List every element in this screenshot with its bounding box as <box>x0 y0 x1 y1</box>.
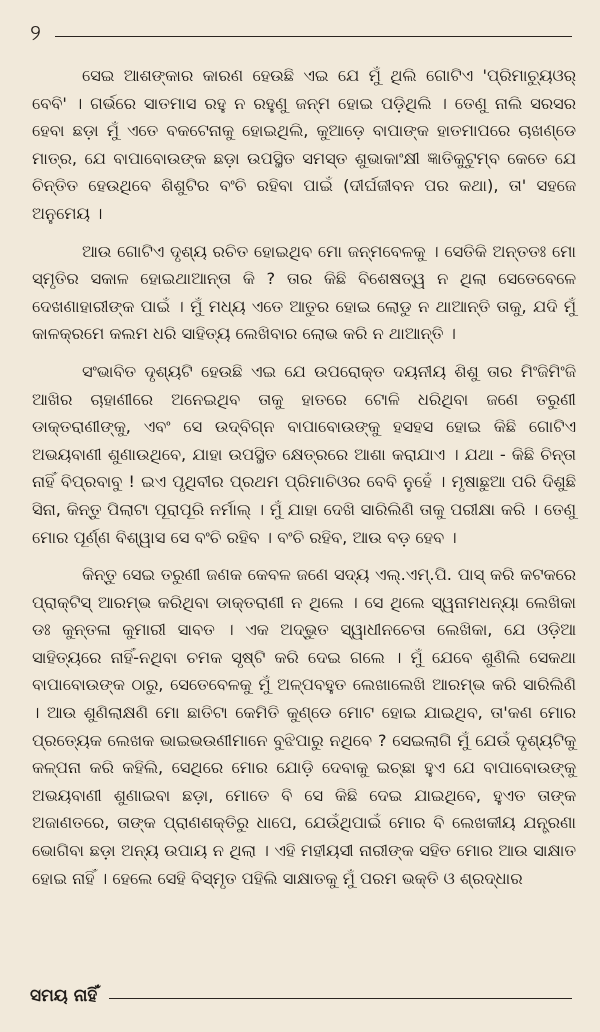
paragraph: ଆଉ ଗୋଟିଏ ଦୃଶ୍ୟ ରଚିତ ହୋଇଥିବ ମୋ ଜନ୍ମବେଳକୁ । ସେତିକି ଅନ୍ତତଃ ମୋ ସ୍ମୃତିର ସକାଳ ହୋଇଥାଆନ୍ତା କି ? ତାର କିଛି ବିଶେଷତ୍ୱ ନ ଥିଲା ସେତେବେଳେ ଦେଖଣାହାରୀଙ୍କ ପାଇଁ । ମୁଁ ମଧ୍ୟ ଏତେ ଆତୁର ହୋଇ ଲୋଡୁ ନ ଥାଆନ୍ତି ତାକୁ, ଯଦି ମୁଁ କାଳକ୍ରମେ କଲମ ଧରି ସାହିତ୍ୟ ଲେଖିବାର ଲୋଭ କରି ନ ଥାଆନ୍ତି । <box>32 241 576 344</box>
page-body <box>32 62 576 902</box>
footer-rule <box>109 998 572 999</box>
paragraph: କିନ୍ତୁ ସେଇ ତରୁଣୀ ଜଣକ କେବଳ ଜଣେ ସଦ୍ୟ ଏଲ୍.ଏମ୍.ପି. ପାସ୍ କରି କଟକରେ ପ୍ରାକ୍ଟିସ୍ ଆରମ୍ଭ କରିଥିବା ଡାକ୍ତରାଣୀ ନ ଥିଲେ । ସେ ଥିଲେ ସ୍ୱନାମଧନ୍ୟା ଲେଖିକା ଡଃ କୁନ୍ତଳା କୁମାରୀ ସାବତ । ଏକ ଅଦ୍‌ଭୁତ ସ୍ୱାଧୀନଚେତା ଲେଖିକା, ଯେ ଓଡ଼ିଆ ସାହିତ୍ୟରେ ନାହିଁ-ନଥିବା ଚମକ ସୃଷ୍ଟି କରି ଦେଇ ଗଲେ । ମୁଁ ଯେବେ ଶୁଣିଲି ସେକଥା ବାପାବୋଉଙ୍କ ଠାରୁ, ସେତେବେଳକୁ ମୁଁ ଅଳ୍ପବହୁତ ଲେଖାଲେଖି ଆରମ୍ଭ କରି ସାରିଲିଣି । ଆଉ ଶୁଣିଲାକ୍ଷଣି ମୋ ଛାତିଟା କେମିତି କୁଣ୍ଡେ ମୋଟ ହୋଇ ଯାଇଥିବ, ତା'କଣ ମୋର ପ୍ରତ୍ୟେକ ଲେଖକ ଭାଇଭଉଣୀମାନେ ବୁଝିପାରୁ ନଥିବେ ? ସେଇଲାଗି ମୁଁ ଯେଉଁ ଦୃଶ୍ୟଟିକୁ କଳ୍ପନା କରି କହିଲି, ସେଥିରେ ମୋର ଯୋଡ଼ି ଦେବାକୁ ଇଚ୍ଛା ହୁଏ ଯେ ବାପାବୋଉଙ୍କୁ ଅଭୟବାଣୀ ଶୁଣାଇବା ଛଡ଼ା, ମୋତେ ବି ସେ କିଛି ଦେଇ ଯାଇଥିବେ, ହୁଏତ ତାଙ୍କ ଅଜାଣତରେ, ତାଙ୍କ ପ୍ରାଣଶକ୍ତିରୁ ଧାପେ, ଯେଉଁଥିପାଇଁ ମୋର ବି ଲେଖକୀୟ ଯନ୍ତ୍ରଣା ଭୋଗିବା ଛଡ଼ା ଅନ୍ୟ ଉପାୟ ନ ଥିଲା । ଏହି ମହୀୟସୀ ନାରୀଙ୍କ ସହିତ ମୋର ଆଉ ସାକ୍ଷାତ ହୋଇ ନାହିଁ । ହେଲେ ସେହି ବିସ୍ମୃତ ପହିଲି ସାକ୍ଷାତକୁ ମୁଁ ପରମ ଭକ୍ତି ଓ ଶ୍ରଦ୍ଧାର <box>32 565 576 888</box>
page-header <box>30 22 572 46</box>
page-number: ୨ <box>30 21 41 46</box>
paragraph: ସେଇ ଆଶଙ୍କାର କାରଣ ହେଉଛି ଏଇ ଯେ ମୁଁ ଥିଲି ଗୋଟିଏ 'ପ୍ରିମାଚ୍ୟୁଓର୍ ବେବି' । ଗର୍ଭରେ ସାତମାସ ରହୁ ନ ରହୁଣୁ ଜନ୍ମ ହୋଇ ପଡ଼ିଥିଲି । ତେଣୁ ନାଲି ସରସର ହେବା ଛଡ଼ା ମୁଁ ଏତେ ବକଟେନାକୁ ହୋଇଥିଲି, କୁଆଡ଼େ ବାପାଙ୍କ ହାତମାପରେ ଚାଖଣ୍ଡେ ମାତ୍ର, ଯେ ବାପାବୋଉଙ୍କ ଛଡ଼ା ଉପସ୍ଥିତ ସମସ୍ତ ଶୁଭାକାଂକ୍ଷୀ ଜ୍ଞାତିକୁଟୁମ୍ବ କେତେ ଯେ ଚିନ୍ତିତ ହେଉଥିବେ ଶିଶୁଟିର ବଂଚି ରହିବା ପାଇଁ (ଦୀର୍ଘଜୀବନ ପର କଥା), ତା' ସହଜେ ଅନୁମେୟ । <box>32 66 576 223</box>
header-rule <box>55 36 572 37</box>
running-title: ସମୟ ନାହିଁ <box>30 986 98 1006</box>
page-footer <box>30 986 572 1006</box>
paragraph: ସଂଭାବିତ ଦୃଶ୍ୟଟି ହେଉଛି ଏଇ ଯେ ଉପରୋକ୍ତ ଦୟନୀୟ ଶିଶୁ ତାର ମିଂଜିମିଂଜି ଆଖିର ଚାହାଣୀରେ ଅନେଇଥିବ ତାକୁ ହାତରେ ଟୋଳି ଧରିଥିବା ଜଣେ ତରୁଣୀ ଡାକ୍ତରାଣୀଙ୍କୁ, ଏବଂ ସେ ଉଦ୍‌ବିଗ୍ନ ବାପାବୋଉଙ୍କୁ ହସହସ ହୋଇ କିଛି ଗୋଟିଏ ଅଭୟବାଣୀ ଶୁଣାଉଥିବେ, ଯାହା ଉପସ୍ଥିତ କ୍ଷେତ୍ରରେ ଆଶା କରାଯାଏ । ଯଥା - କିଛି ଚିନ୍ତା ନାହିଁ ବିପ୍ରବାବୁ ! ଇଏ ପୃଥିବୀର ପ୍ରଥମ ପ୍ରିମାଚିଓର ବେବି ନୁହେଁ । ମୃଷାଛୁଆ ପରି ଦିଶୁଛି ସିନା, କିନ୍ତୁ ପିଲାଟା ପୂରାପୂରି ନର୍ମାଲ୍ । ମୁଁ ଯାହା ଦେଖି ସାରିଲିଣି ତାକୁ ପରୀକ୍ଷା କରି । ତେଣୁ ମୋର ପୂର୍ଣ୍ଣ ବିଶ୍ୱାସ ସେ ବଂଚି ରହିବ । ବଂଚି ରହିବ, ଆଉ ବଡ଼ ହେବ । <box>32 361 576 547</box>
